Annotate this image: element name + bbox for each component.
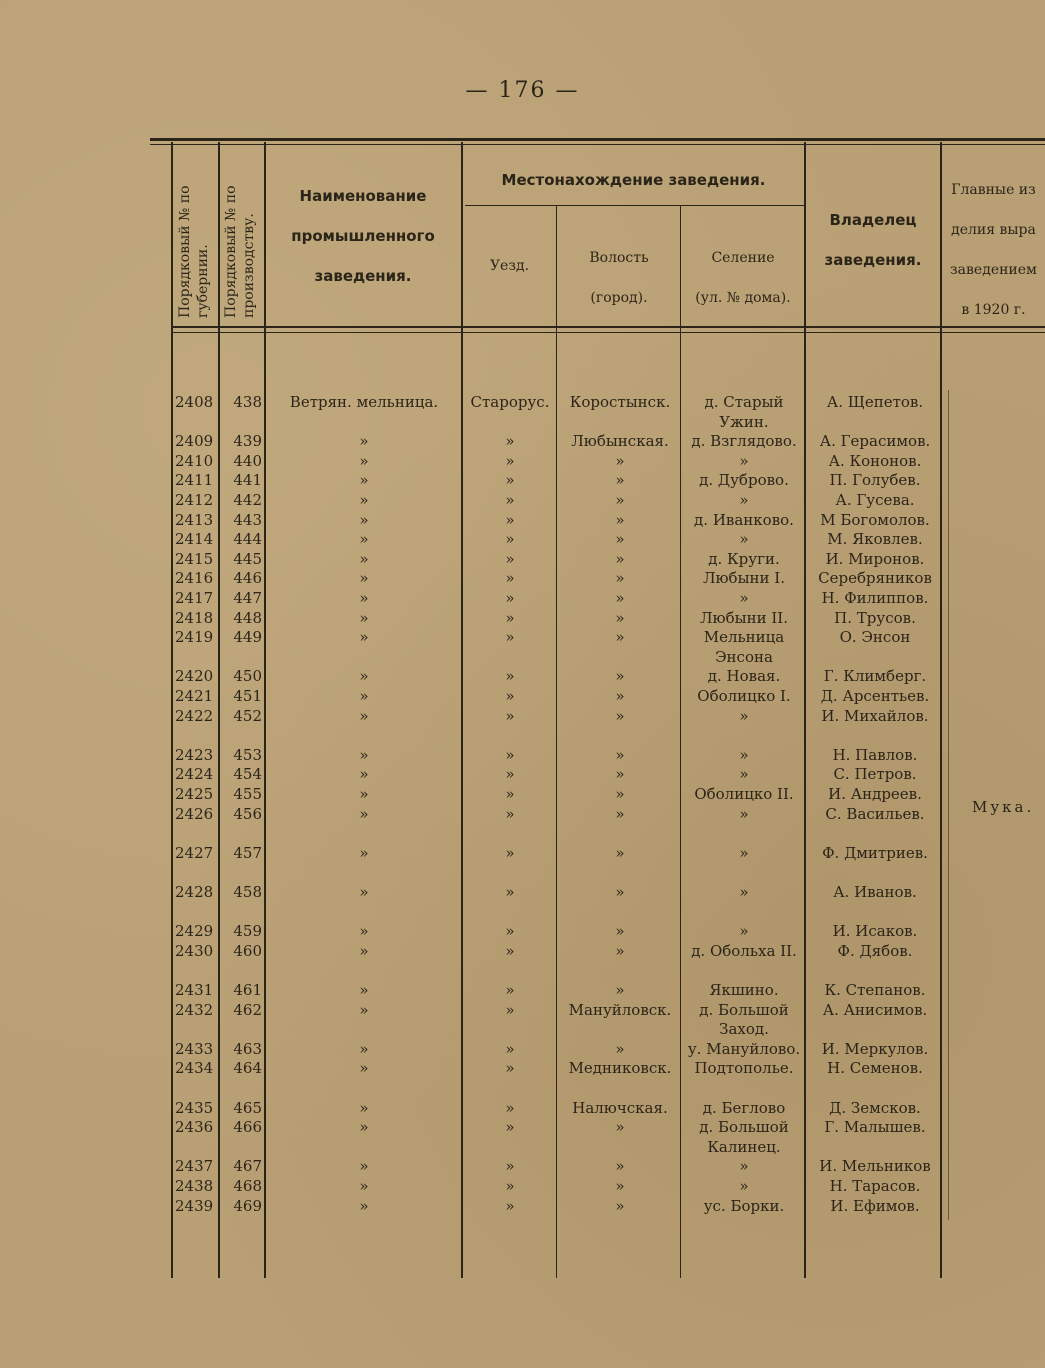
row-owner: М. Яковлев. bbox=[827, 530, 923, 549]
row-selenie: Мельница bbox=[703, 628, 785, 647]
row-uezd: » bbox=[505, 569, 515, 588]
row-establishment: » bbox=[359, 1039, 369, 1058]
row-volost: » bbox=[615, 471, 625, 490]
table-row bbox=[0, 568, 1045, 588]
table-row bbox=[0, 470, 1045, 490]
table-row bbox=[0, 1137, 1045, 1157]
row-uezd: » bbox=[505, 941, 515, 960]
table-row bbox=[0, 1078, 1045, 1098]
row-establishment: » bbox=[359, 922, 369, 941]
row-selenie: Оболицко I. bbox=[697, 687, 791, 705]
row-selenie: ус. Борки. bbox=[703, 1196, 785, 1215]
row-owner: С. Васильев. bbox=[825, 804, 925, 823]
row-establishment: » bbox=[359, 432, 369, 451]
row-uezd: » bbox=[505, 667, 515, 686]
table-top-rule-thin bbox=[150, 144, 1045, 145]
row-order-prod: 449 bbox=[233, 628, 262, 647]
row-selenie: Любыни II. bbox=[700, 608, 788, 627]
table-row bbox=[0, 1098, 1045, 1118]
row-establishment: » bbox=[359, 667, 369, 686]
table-row bbox=[0, 588, 1045, 608]
row-order-prod: 454 bbox=[233, 765, 262, 784]
row-selenie: Заход. bbox=[719, 1020, 769, 1039]
row-owner: Серебряников bbox=[818, 569, 932, 588]
header-bottom-rule-2 bbox=[172, 332, 1045, 333]
row-volost: » bbox=[615, 667, 625, 686]
row-uezd: » bbox=[505, 628, 515, 647]
row-selenie: » bbox=[739, 451, 749, 470]
row-volost: » bbox=[615, 510, 625, 529]
table-row bbox=[0, 1039, 1045, 1059]
table-row bbox=[0, 764, 1045, 784]
row-selenie: Подтополье. bbox=[694, 1059, 794, 1078]
row-order-prod: 453 bbox=[233, 745, 262, 764]
row-selenie: » bbox=[739, 804, 749, 823]
row-order-gub: 2424 bbox=[175, 765, 214, 784]
table-row bbox=[0, 843, 1045, 863]
row-establishment: » bbox=[359, 628, 369, 647]
table-row bbox=[0, 490, 1045, 510]
row-uezd: » bbox=[505, 981, 515, 999]
row-owner: А. Щепетов. bbox=[826, 393, 924, 411]
row-selenie: » bbox=[739, 1177, 749, 1195]
row-order-gub: 2418 bbox=[175, 608, 214, 627]
row-selenie: д. Дуброво. bbox=[699, 471, 789, 490]
table-row bbox=[0, 392, 1045, 412]
row-owner: О. Энсон bbox=[839, 628, 911, 647]
table-row bbox=[0, 784, 1045, 804]
row-order-prod: 446 bbox=[233, 569, 262, 588]
table-row bbox=[0, 706, 1045, 726]
header-selenie: Селение (ул. № дома). bbox=[695, 250, 791, 306]
row-selenie: д. Иванково. bbox=[694, 510, 794, 529]
row-owner: И. Исаков. bbox=[832, 922, 918, 941]
row-uezd: » bbox=[505, 451, 515, 470]
row-owner: Ф. Дябов. bbox=[837, 941, 913, 960]
row-owner: М Богомолов. bbox=[820, 510, 930, 529]
table-row bbox=[0, 1176, 1045, 1196]
row-selenie: у. Мануйлово. bbox=[687, 1039, 801, 1058]
row-order-prod: 461 bbox=[233, 981, 262, 999]
row-selenie: » bbox=[739, 843, 749, 862]
row-establishment: » bbox=[359, 706, 369, 725]
row-volost: Мануйловск. bbox=[568, 1000, 672, 1019]
row-owner: А. Иванов. bbox=[833, 883, 917, 901]
row-uezd: » bbox=[505, 883, 515, 901]
row-volost: » bbox=[615, 1118, 625, 1137]
row-establishment: » bbox=[359, 804, 369, 823]
row-establishment: » bbox=[359, 785, 369, 803]
location-subheader-rule bbox=[465, 205, 805, 206]
header-uezd: Уезд. bbox=[489, 258, 530, 274]
row-establishment: » bbox=[359, 491, 369, 509]
row-selenie: » bbox=[739, 589, 749, 607]
header-name: Наименование промышленного заведения. bbox=[291, 187, 435, 285]
row-uezd: » bbox=[505, 1118, 515, 1137]
row-order-gub: 2416 bbox=[175, 569, 214, 588]
row-establishment: » bbox=[359, 981, 369, 999]
row-order-prod: 467 bbox=[233, 1157, 262, 1176]
row-establishment: » bbox=[359, 1157, 369, 1176]
row-order-gub: 2434 bbox=[175, 1059, 214, 1078]
row-order-gub: 2413 bbox=[175, 510, 214, 529]
row-uezd: » bbox=[505, 1059, 515, 1078]
table-row bbox=[0, 666, 1045, 686]
row-uezd: » bbox=[505, 785, 515, 803]
row-order-gub: 2410 bbox=[175, 451, 214, 470]
row-uezd: » bbox=[505, 491, 515, 509]
row-order-gub: 2428 bbox=[175, 883, 214, 901]
table-row bbox=[0, 686, 1045, 706]
table-row bbox=[0, 529, 1045, 549]
table-row bbox=[0, 608, 1045, 628]
row-owner: А. Гусева. bbox=[835, 491, 915, 509]
row-order-prod: 459 bbox=[233, 922, 262, 941]
row-owner: Ф. Дмитриев. bbox=[822, 843, 928, 862]
row-volost: Налючская. bbox=[572, 1098, 668, 1117]
row-order-prod: 447 bbox=[233, 589, 262, 607]
row-selenie: Ужин. bbox=[719, 412, 769, 431]
row-selenie: Якшино. bbox=[709, 981, 779, 999]
table-row bbox=[0, 882, 1045, 902]
table-row bbox=[0, 725, 1045, 745]
row-order-prod: 452 bbox=[233, 706, 262, 725]
row-volost: » bbox=[615, 530, 625, 549]
header-order-gub: Порядковый № по губернии. bbox=[177, 185, 211, 318]
row-order-gub: 2417 bbox=[175, 589, 214, 607]
row-uezd: » bbox=[505, 1000, 515, 1019]
row-order-prod: 448 bbox=[233, 608, 262, 627]
row-order-prod: 460 bbox=[233, 941, 262, 960]
row-selenie: Энсона bbox=[715, 647, 773, 666]
row-order-prod: 465 bbox=[233, 1098, 262, 1117]
header-location: Местонахождение заведения. bbox=[501, 171, 766, 189]
row-order-prod: 456 bbox=[233, 804, 262, 823]
row-order-gub: 2411 bbox=[175, 471, 214, 490]
row-establishment: » bbox=[359, 549, 369, 568]
row-order-gub: 2437 bbox=[175, 1157, 214, 1176]
product-label: Мука. bbox=[972, 798, 1035, 816]
row-selenie: » bbox=[739, 745, 749, 764]
table-row bbox=[0, 451, 1045, 471]
header-products: Главные из делия выра заведением в 1920 г. bbox=[950, 182, 1037, 318]
row-establishment: » bbox=[359, 1098, 369, 1117]
row-owner: Н. Тарасов. bbox=[829, 1177, 921, 1195]
row-uezd: » bbox=[505, 1157, 515, 1176]
table-row bbox=[0, 627, 1045, 647]
row-owner: И. Андреев. bbox=[828, 785, 922, 803]
row-volost: Медниковск. bbox=[568, 1059, 672, 1078]
row-establishment: Ветрян. мельница. bbox=[289, 393, 439, 411]
row-establishment: » bbox=[359, 1118, 369, 1137]
row-selenie: Любыни I. bbox=[702, 569, 785, 588]
row-order-prod: 442 bbox=[233, 491, 262, 509]
row-selenie: » bbox=[739, 765, 749, 784]
row-order-prod: 455 bbox=[233, 785, 262, 803]
row-owner: И. Ефимов. bbox=[830, 1196, 920, 1215]
row-volost: » bbox=[615, 883, 625, 901]
row-order-gub: 2414 bbox=[175, 530, 214, 549]
row-selenie: » bbox=[739, 883, 749, 901]
row-order-prod: 444 bbox=[233, 530, 262, 549]
row-establishment: » bbox=[359, 608, 369, 627]
row-establishment: » bbox=[359, 530, 369, 549]
row-uezd: » bbox=[505, 922, 515, 941]
row-owner: Д. Земсков. bbox=[829, 1098, 921, 1117]
row-owner: А. Герасимов. bbox=[819, 432, 931, 451]
table-row bbox=[0, 902, 1045, 922]
row-order-gub: 2436 bbox=[175, 1118, 214, 1137]
row-uezd: » bbox=[505, 510, 515, 529]
row-establishment: » bbox=[359, 589, 369, 607]
row-uezd: » bbox=[505, 843, 515, 862]
row-volost: » bbox=[615, 745, 625, 764]
row-owner: И. Меркулов. bbox=[821, 1039, 929, 1058]
table-top-rule bbox=[150, 138, 1045, 141]
row-order-gub: 2431 bbox=[175, 981, 214, 999]
row-owner: А. Кононов. bbox=[828, 451, 922, 470]
row-selenie: д. Круги. bbox=[708, 549, 780, 568]
table-row bbox=[0, 960, 1045, 980]
row-owner: П. Трусов. bbox=[834, 608, 916, 627]
row-volost: » bbox=[615, 1039, 625, 1058]
row-uezd: » bbox=[505, 589, 515, 607]
row-volost: » bbox=[615, 589, 625, 607]
row-uezd: » bbox=[505, 608, 515, 627]
row-uezd: » bbox=[505, 745, 515, 764]
row-establishment: » bbox=[359, 569, 369, 588]
row-order-prod: 466 bbox=[233, 1118, 262, 1137]
row-order-prod: 450 bbox=[233, 667, 262, 686]
table-row bbox=[0, 510, 1045, 530]
table-row bbox=[0, 1117, 1045, 1137]
row-uezd: » bbox=[505, 530, 515, 549]
row-owner: Н. Филиппов. bbox=[821, 589, 929, 607]
row-owner: И. Михайлов. bbox=[821, 706, 929, 725]
row-volost: » bbox=[615, 1177, 625, 1195]
row-order-gub: 2438 bbox=[175, 1177, 214, 1195]
row-uezd: » bbox=[505, 1177, 515, 1195]
row-order-gub: 2409 bbox=[175, 432, 214, 451]
row-order-gub: 2439 bbox=[175, 1196, 214, 1215]
row-owner: К. Степанов. bbox=[824, 981, 926, 999]
row-order-gub: 2435 bbox=[175, 1098, 214, 1117]
table-row bbox=[0, 921, 1045, 941]
row-owner: С. Петров. bbox=[833, 765, 917, 784]
row-order-prod: 469 bbox=[233, 1196, 262, 1215]
row-order-prod: 458 bbox=[233, 883, 262, 901]
row-uezd: » bbox=[505, 1039, 515, 1058]
row-order-prod: 439 bbox=[233, 432, 262, 451]
row-order-prod: 443 bbox=[233, 510, 262, 529]
row-volost: » bbox=[615, 491, 625, 509]
row-establishment: » bbox=[359, 687, 369, 705]
row-volost: Любынская. bbox=[571, 432, 669, 451]
row-order-prod: 457 bbox=[233, 843, 262, 862]
table-row bbox=[0, 823, 1045, 843]
row-volost: » bbox=[615, 981, 625, 999]
row-selenie: » bbox=[739, 706, 749, 725]
row-selenie: д. Обольха II. bbox=[691, 941, 797, 960]
row-owner: Г. Климберг. bbox=[823, 667, 927, 686]
row-establishment: » bbox=[359, 765, 369, 784]
row-selenie: д. Взглядово. bbox=[691, 432, 797, 451]
row-order-gub: 2421 bbox=[175, 687, 214, 705]
row-volost: » bbox=[615, 941, 625, 960]
row-order-gub: 2426 bbox=[175, 804, 214, 823]
row-volost: » bbox=[615, 785, 625, 803]
row-establishment: » bbox=[359, 1059, 369, 1078]
row-owner: Н. Павлов. bbox=[832, 745, 918, 764]
row-selenie: » bbox=[739, 1157, 749, 1176]
row-owner: И. Миронов. bbox=[825, 549, 925, 568]
row-volost: » bbox=[615, 628, 625, 647]
row-volost: » bbox=[615, 765, 625, 784]
row-owner: П. Голубев. bbox=[829, 471, 921, 490]
row-order-prod: 441 bbox=[233, 471, 262, 490]
table-row bbox=[0, 941, 1045, 961]
row-order-prod: 462 bbox=[233, 1000, 262, 1019]
row-volost: Коростынск. bbox=[569, 393, 671, 411]
row-selenie: Калинец. bbox=[707, 1137, 781, 1156]
table-row bbox=[0, 431, 1045, 451]
row-uezd: » bbox=[505, 432, 515, 451]
row-order-prod: 464 bbox=[233, 1059, 262, 1078]
row-order-prod: 445 bbox=[233, 549, 262, 568]
row-order-gub: 2408 bbox=[175, 393, 214, 411]
table-row bbox=[0, 549, 1045, 569]
row-volost: » bbox=[615, 608, 625, 627]
row-establishment: » bbox=[359, 745, 369, 764]
row-volost: » bbox=[615, 687, 625, 705]
table-row bbox=[0, 1156, 1045, 1176]
table-row bbox=[0, 1196, 1045, 1216]
row-order-gub: 2430 bbox=[175, 941, 214, 960]
table-row bbox=[0, 412, 1045, 432]
row-volost: » bbox=[615, 569, 625, 588]
row-order-gub: 2420 bbox=[175, 667, 214, 686]
header-owner: Владелец заведения. bbox=[824, 211, 922, 269]
row-selenie: Оболицко II. bbox=[694, 785, 794, 803]
table-row bbox=[0, 980, 1045, 1000]
row-volost: » bbox=[615, 451, 625, 470]
row-volost: » bbox=[615, 804, 625, 823]
row-owner: И. Мельников bbox=[819, 1157, 931, 1176]
table-row bbox=[0, 1019, 1045, 1039]
row-selenie: д. Беглово bbox=[702, 1098, 786, 1117]
row-uezd: » bbox=[505, 1196, 515, 1215]
row-selenie: д. Новая. bbox=[707, 667, 781, 686]
row-selenie: д. Большой bbox=[699, 1000, 789, 1019]
row-order-gub: 2425 bbox=[175, 785, 214, 803]
row-order-prod: 463 bbox=[233, 1039, 262, 1058]
row-order-gub: 2423 bbox=[175, 745, 214, 764]
row-order-prod: 468 bbox=[233, 1177, 262, 1195]
row-establishment: » bbox=[359, 451, 369, 470]
row-uezd: » bbox=[505, 1098, 515, 1117]
row-uezd: » bbox=[505, 706, 515, 725]
row-establishment: » bbox=[359, 471, 369, 490]
row-selenie: д. Большой bbox=[699, 1118, 789, 1137]
row-order-gub: 2433 bbox=[175, 1039, 214, 1058]
row-order-prod: 451 bbox=[233, 687, 262, 705]
row-order-gub: 2415 bbox=[175, 549, 214, 568]
row-order-gub: 2427 bbox=[175, 843, 214, 862]
row-volost: » bbox=[615, 549, 625, 568]
row-order-prod: 438 bbox=[233, 393, 262, 411]
row-owner: Н. Семенов. bbox=[827, 1059, 923, 1078]
row-establishment: » bbox=[359, 941, 369, 960]
row-establishment: » bbox=[359, 843, 369, 862]
row-owner: Д. Арсентьев. bbox=[820, 687, 930, 705]
row-uezd: Старорус. bbox=[470, 393, 550, 411]
row-establishment: » bbox=[359, 1196, 369, 1215]
row-order-gub: 2412 bbox=[175, 491, 214, 509]
row-order-gub: 2429 bbox=[175, 922, 214, 941]
row-volost: » bbox=[615, 843, 625, 862]
row-volost: » bbox=[615, 706, 625, 725]
table-row bbox=[0, 1000, 1045, 1020]
row-selenie: д. Старый bbox=[704, 393, 784, 411]
table-row bbox=[0, 745, 1045, 765]
row-volost: » bbox=[615, 1157, 625, 1176]
row-establishment: » bbox=[359, 883, 369, 901]
row-uezd: » bbox=[505, 687, 515, 705]
row-order-gub: 2419 bbox=[175, 628, 214, 647]
table-row bbox=[0, 1058, 1045, 1078]
row-owner: Г. Малышев. bbox=[824, 1118, 926, 1137]
row-order-gub: 2432 bbox=[175, 1000, 214, 1019]
row-establishment: » bbox=[359, 510, 369, 529]
row-uezd: » bbox=[505, 765, 515, 784]
row-establishment: » bbox=[359, 1177, 369, 1195]
row-order-prod: 440 bbox=[233, 451, 262, 470]
row-selenie: » bbox=[739, 491, 749, 509]
header-order-prod: Порядковый № по производству. bbox=[223, 185, 257, 318]
row-establishment: » bbox=[359, 1000, 369, 1019]
table-row bbox=[0, 862, 1045, 882]
row-owner: А. Анисимов. bbox=[822, 1000, 928, 1019]
row-order-gub: 2422 bbox=[175, 706, 214, 725]
table-row bbox=[0, 647, 1045, 667]
row-uezd: » bbox=[505, 549, 515, 568]
row-selenie: » bbox=[739, 530, 749, 549]
table-row bbox=[0, 804, 1045, 824]
header-bottom-rule bbox=[172, 326, 1045, 328]
row-uezd: » bbox=[505, 471, 515, 490]
row-uezd: » bbox=[505, 804, 515, 823]
row-volost: » bbox=[615, 922, 625, 941]
row-selenie: » bbox=[739, 922, 749, 941]
page-number: — 176 — bbox=[465, 78, 580, 103]
header-volost: Волость (город). bbox=[589, 250, 649, 306]
row-volost: » bbox=[615, 1196, 625, 1215]
